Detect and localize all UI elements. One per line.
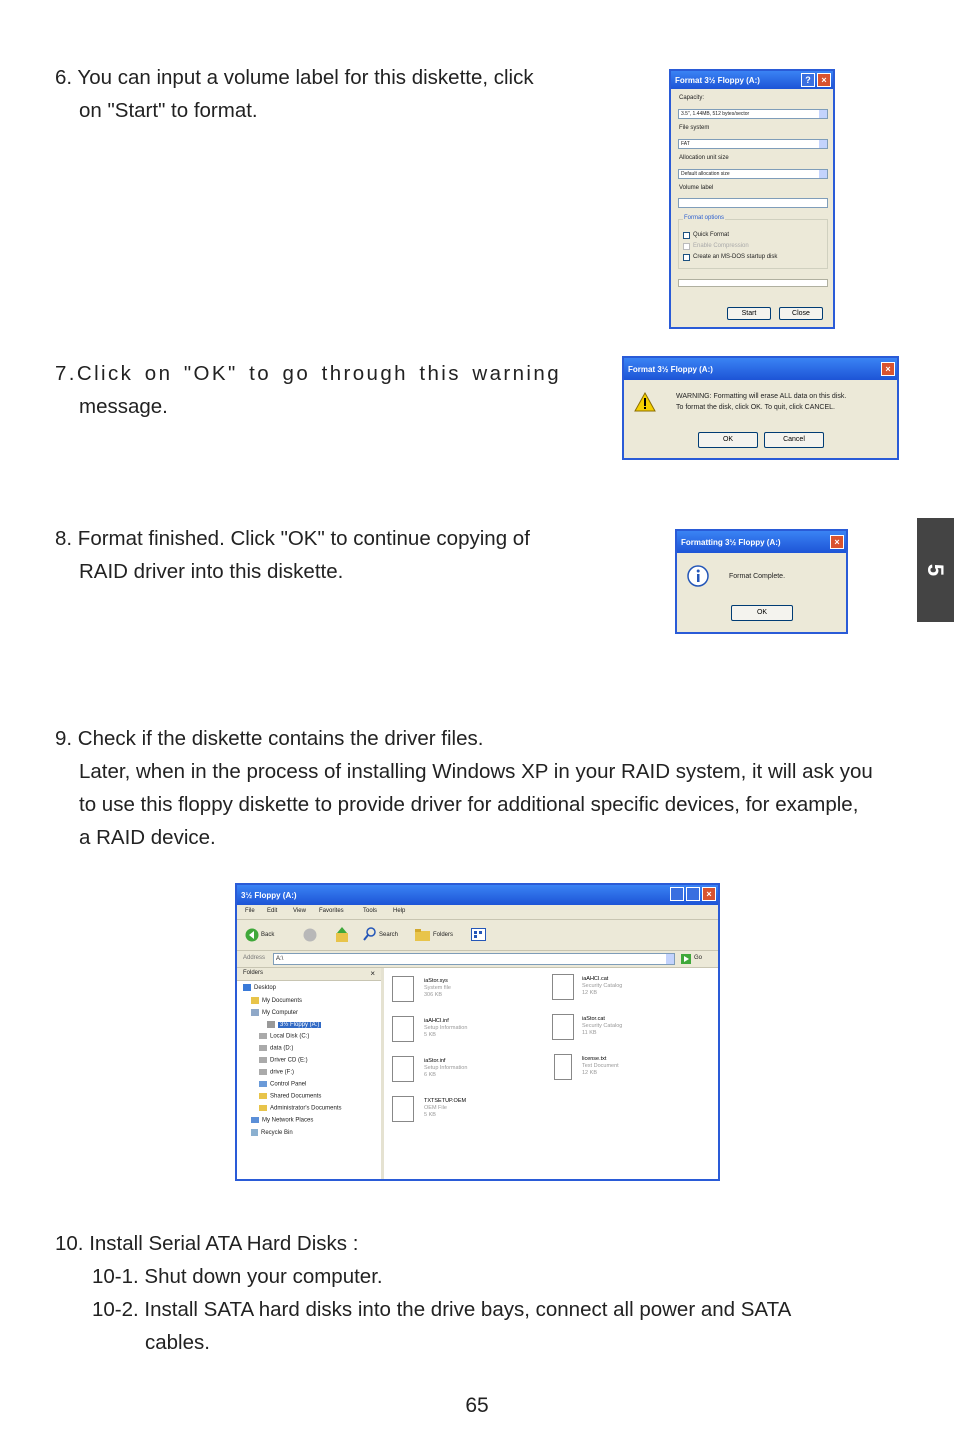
step8-text xyxy=(55,522,575,588)
control-panel-icon xyxy=(259,1081,267,1087)
format-dialog-titlebar xyxy=(671,71,833,89)
minimize-button[interactable] xyxy=(670,887,684,901)
volume-input[interactable] xyxy=(678,198,828,208)
step7-line1: 7.Click on "OK" to go through this warning xyxy=(55,362,561,385)
explorer-title: 3½ Floppy (A:) xyxy=(241,890,297,900)
page-number: 65 xyxy=(465,1394,489,1417)
warning-dialog-title: Format 3½ Floppy (A:) xyxy=(628,364,713,374)
explorer-titlebar xyxy=(237,885,718,905)
complete-dialog-titlebar xyxy=(677,531,846,553)
desktop-icon xyxy=(243,984,251,991)
oem-file-icon xyxy=(392,1096,414,1122)
tree-item[interactable]: Control Panel xyxy=(259,1081,306,1088)
explorer-window xyxy=(235,883,720,1181)
go-label[interactable]: Go xyxy=(694,955,703,961)
folder-icon xyxy=(251,997,259,1004)
address-bar xyxy=(237,951,718,968)
toolbar xyxy=(237,920,718,951)
close-icon[interactable]: × xyxy=(817,73,831,87)
complete-dialog-title: Formatting 3½ Floppy (A:) xyxy=(681,537,781,547)
drive-icon xyxy=(259,1033,267,1039)
address-input[interactable]: A:\ xyxy=(273,953,675,965)
quick-format-checkbox[interactable] xyxy=(683,232,690,239)
up-folder-icon[interactable] xyxy=(335,927,349,943)
cancel-button[interactable]: Cancel xyxy=(764,432,824,448)
tree-item[interactable]: Driver CD (E:) xyxy=(259,1057,308,1064)
network-icon xyxy=(251,1117,259,1123)
volume-label: Volume label xyxy=(679,185,714,191)
back-icon[interactable] xyxy=(245,928,259,942)
step6-text xyxy=(55,61,575,127)
ok-button[interactable]: OK xyxy=(698,432,758,448)
folders-pane-title: Folders xyxy=(243,970,264,976)
search-label[interactable]: Search xyxy=(379,932,399,938)
chevron-down-icon xyxy=(666,954,674,964)
chapter-number: 5 xyxy=(923,563,949,577)
step9-line1: 9. Check if the diskette contains the driver files. xyxy=(55,727,484,750)
step10-sub2a: 10-2. Install SATA hard disks into the drive bays, connect all power and SATA xyxy=(92,1298,792,1321)
close-icon[interactable]: × xyxy=(881,362,895,376)
catalog-file-icon xyxy=(552,1014,574,1040)
step10-text xyxy=(55,1227,915,1359)
ok-button[interactable]: OK xyxy=(731,605,793,621)
step6-line1: 6. You can input a volume label for this diskette, click xyxy=(55,66,534,89)
tree-item[interactable]: Recycle Bin xyxy=(251,1129,293,1136)
tree-item[interactable]: My Computer xyxy=(251,1009,298,1016)
menu-bar xyxy=(237,905,718,920)
tree-item[interactable]: My Network Places xyxy=(251,1117,313,1124)
tree-item[interactable]: Local Disk (C:) xyxy=(259,1033,309,1040)
floppy-icon xyxy=(267,1021,275,1028)
alloc-label: Allocation unit size xyxy=(679,155,729,161)
close-button[interactable]: Close xyxy=(779,307,823,320)
opt2-label: Enable Compression xyxy=(693,243,749,249)
start-button[interactable]: Start xyxy=(727,307,771,320)
menu-view[interactable]: View xyxy=(293,908,306,914)
tree-item[interactable]: Administrator's Documents xyxy=(259,1105,342,1112)
format-dialog xyxy=(669,69,835,329)
complete-message: Format Complete. xyxy=(729,573,786,580)
step9-line3: to use this floppy diskette to provide driver for additional specific devices, for example, xyxy=(79,793,859,816)
chapter-tab xyxy=(917,518,954,622)
back-label[interactable]: Back xyxy=(261,932,275,938)
capacity-label: Capacity: xyxy=(679,95,705,101)
setup-info-file-icon xyxy=(392,1056,414,1082)
files-pane: iaStor.sys System file 306 KB iaAHCI.cat Security Catalog 12 KB iaAHCI.inf Setup Information 5 KB iaStor.cat Security Catalog 11 KB iaStor.inf Setup Information 6 KB license.txt Text Document 12 KB TXTSETUP.OEM OEM File 5 KB xyxy=(384,968,718,1179)
compression-checkbox[interactable] xyxy=(683,243,690,250)
step9-line4: a RAID device. xyxy=(79,826,216,849)
warning-dialog xyxy=(622,356,899,460)
folders-pane-header xyxy=(237,968,381,981)
close-icon[interactable]: × xyxy=(830,535,844,549)
warning-dialog-titlebar xyxy=(624,358,897,380)
step10-line1: 10. Install Serial ATA Hard Disks : xyxy=(55,1232,359,1255)
folder-icon xyxy=(259,1093,267,1099)
tree-item[interactable]: 3½ Floppy (A:) xyxy=(267,1021,321,1028)
step10-sub1: 10-1. Shut down your computer. xyxy=(92,1265,383,1288)
step9-line2: Later, when in the process of installing Windows XP in your RAID system, it will ask you xyxy=(79,760,873,783)
close-icon[interactable]: × xyxy=(370,969,375,978)
step6-line2: on "Start" to format. xyxy=(79,99,258,122)
alloc-select[interactable]: Default allocation size xyxy=(678,169,828,179)
help-button[interactable]: ? xyxy=(801,73,815,87)
step8-line1: 8. Format finished. Click "OK" to continue copying of xyxy=(55,527,530,550)
search-icon[interactable] xyxy=(363,927,377,941)
drive-icon xyxy=(259,1045,267,1051)
tree-item[interactable]: Desktop xyxy=(243,984,276,991)
opt3-label: Create an MS-DOS startup disk xyxy=(693,254,778,260)
info-icon xyxy=(687,565,709,587)
warning-line1: WARNING: Formatting will erase ALL data on this disk. xyxy=(676,393,847,400)
go-icon[interactable] xyxy=(681,954,691,964)
menu-tools[interactable]: Tools xyxy=(363,908,378,914)
opt1-label: Quick Format xyxy=(693,232,730,238)
address-label: Address xyxy=(243,955,266,961)
menu-help[interactable]: Help xyxy=(393,908,406,914)
menu-edit[interactable]: Edit xyxy=(267,908,278,914)
maximize-button[interactable] xyxy=(686,887,700,901)
step7-text xyxy=(55,357,561,423)
tree-item[interactable]: data (D:) xyxy=(259,1045,293,1052)
menu-favorites[interactable]: Favorites xyxy=(319,908,344,914)
computer-icon xyxy=(251,1009,259,1016)
views-icon[interactable] xyxy=(471,928,489,942)
text-file-icon xyxy=(554,1054,572,1080)
msdos-checkbox[interactable] xyxy=(683,254,690,261)
setup-info-file-icon xyxy=(392,1016,414,1042)
tree-item[interactable]: Shared Documents xyxy=(259,1093,321,1100)
format-dialog-title: Format 3½ Floppy (A:) xyxy=(675,75,760,85)
complete-dialog xyxy=(675,529,848,634)
folders-pane xyxy=(237,968,384,1179)
folders-label[interactable]: Folders xyxy=(433,932,454,938)
system-file-icon xyxy=(392,976,414,1002)
tree-item[interactable]: My Documents xyxy=(251,997,302,1004)
close-icon[interactable]: × xyxy=(702,887,716,901)
step8-line2: RAID driver into this diskette. xyxy=(79,560,344,583)
step9-text xyxy=(55,722,915,854)
step10-sub2b: cables. xyxy=(145,1331,210,1354)
fs-label: File system xyxy=(679,125,710,131)
fs-select[interactable]: FAT xyxy=(678,139,828,149)
cd-drive-icon xyxy=(259,1057,267,1063)
folders-icon[interactable] xyxy=(415,928,431,941)
warning-line2: To format the disk, click OK. To quit, click CANCEL. xyxy=(676,404,835,411)
recycle-bin-icon xyxy=(251,1129,258,1136)
step7-line2: message. xyxy=(79,395,168,418)
chevron-down-icon xyxy=(819,170,827,178)
capacity-select[interactable]: 3.5", 1.44MB, 512 bytes/sector xyxy=(678,109,828,119)
forward-icon[interactable] xyxy=(303,928,317,942)
folder-icon xyxy=(259,1105,267,1111)
tree-item[interactable]: drive (F:) xyxy=(259,1069,294,1076)
menu-file[interactable]: File xyxy=(245,908,255,914)
progress-bar xyxy=(678,279,828,287)
drive-icon xyxy=(259,1069,267,1075)
chevron-down-icon xyxy=(819,110,827,118)
catalog-file-icon xyxy=(552,974,574,1000)
chevron-down-icon xyxy=(819,140,827,148)
warning-icon xyxy=(634,392,656,412)
options-label: Format options xyxy=(684,215,725,221)
